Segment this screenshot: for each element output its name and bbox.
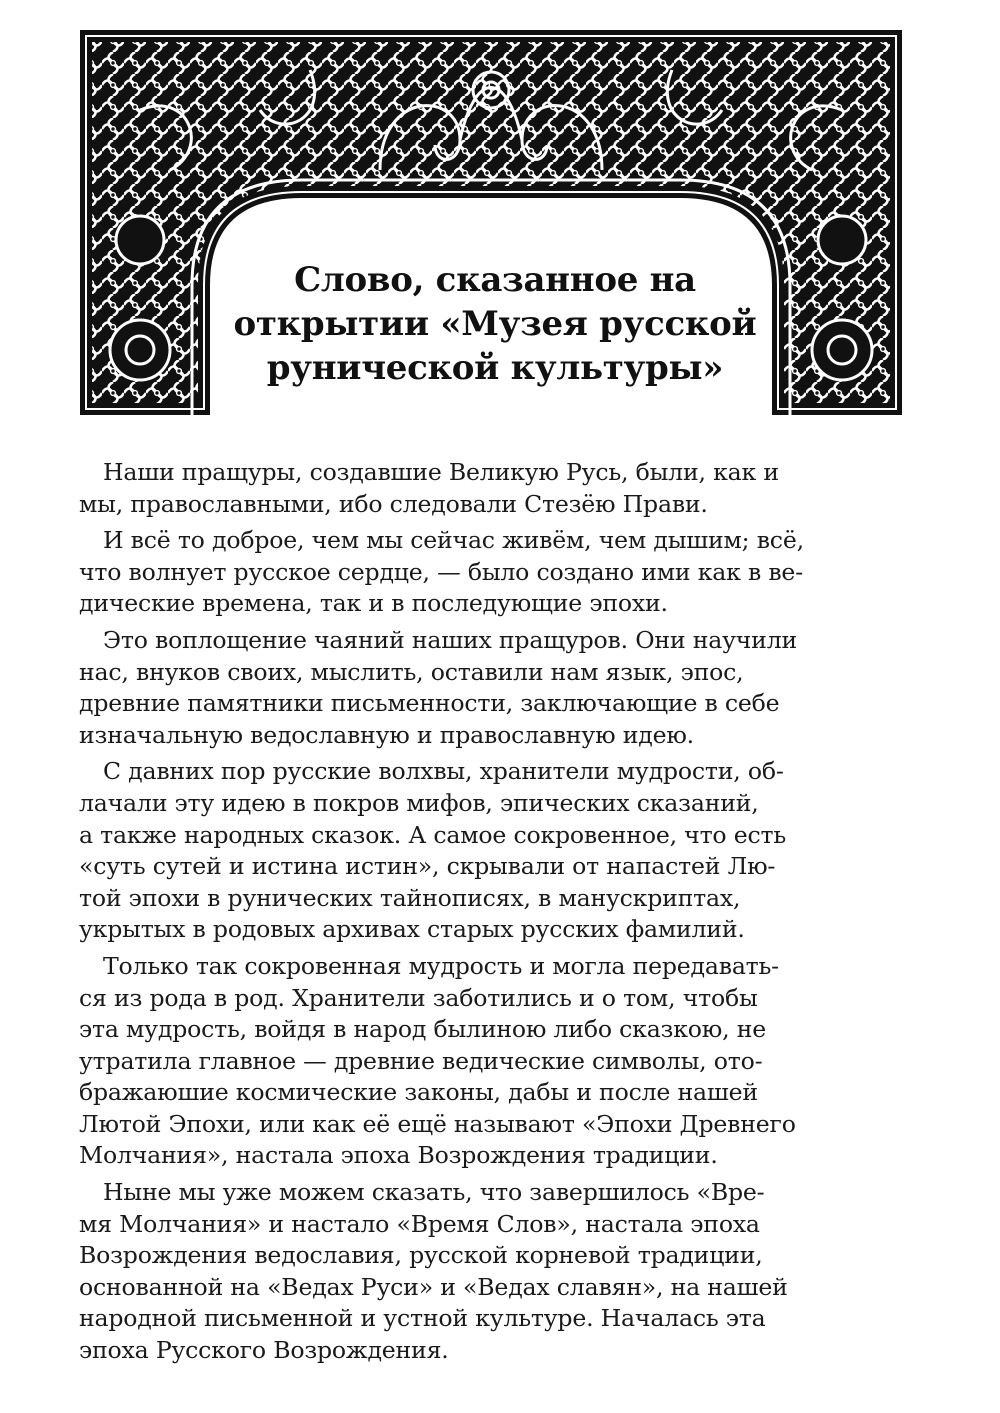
text-line: дические времена, так и в последующие эпохи. xyxy=(79,589,668,618)
text-line: а также народных сказок. А самое сокровенное, что есть xyxy=(79,820,787,849)
text-line: Наши пращуры, создавшие Великую Русь, были, как и xyxy=(103,458,779,486)
text-line: мя Молчания» и настало «Время Слов», настала эпоха xyxy=(79,1209,760,1238)
text-line: народной письменной и устной культуре. Началась эта xyxy=(79,1304,766,1333)
paragraph xyxy=(79,625,891,751)
text-line: изначальную ведославную и православную идею. xyxy=(79,720,694,749)
text-line: древние памятники письменности, заключающие в себе xyxy=(79,689,780,718)
text-line: нас, внуков своих, мыслить, оставили нам язык, эпос, xyxy=(79,657,744,686)
title-line: открытии «Музея русской xyxy=(233,304,757,344)
paragraph xyxy=(79,1177,891,1367)
text-line: Это воплощение чаяний наших пращуров. Они научили xyxy=(103,625,798,654)
text-line: укрытых в родовых архивах старых русских фамилий. xyxy=(79,915,745,944)
title-line: рунической культуры» xyxy=(266,348,724,388)
text-line: Лютой Эпохи, или как её ещё называют «Эпохи Древнего xyxy=(79,1109,796,1138)
title-line: Слово, сказанное на xyxy=(294,260,696,300)
text-line: основанной на «Ведах Руси» и «Ведах славян», на нашей xyxy=(79,1272,788,1301)
paragraph xyxy=(79,457,891,520)
text-line: эта мудрость, войдя в народ былиною либо сказкою, не xyxy=(79,1015,767,1044)
article-body xyxy=(79,457,891,1367)
text-line: мы, православными, ибо следовали Стезёю Прави. xyxy=(79,489,708,518)
page-title xyxy=(215,258,775,390)
text-line: Только так сокровенная мудрость и могла передавать- xyxy=(103,951,779,980)
paragraph xyxy=(79,756,891,946)
text-line: бражаюшие космические законы, дабы и после нашей xyxy=(79,1078,758,1107)
text-line: утратила главное — древние ведические символы, ото- xyxy=(79,1046,763,1075)
text-line: что волнует русское сердце, — было создано ими как в ве- xyxy=(79,557,803,586)
text-line: Возрождения ведославия, русской корневой традиции, xyxy=(79,1241,763,1270)
paragraph xyxy=(79,951,891,1172)
text-line: И всё то доброе, чем мы сейчас живём, чем дышим; всё, xyxy=(103,526,804,555)
text-line: С давних пор русские волхвы, хранители мудрости, об- xyxy=(103,757,784,786)
text-line: ся из рода в род. Хранители заботились и о том, чтобы xyxy=(79,983,758,1012)
text-line: Ныне мы уже можем сказать, что завершилось «Вре- xyxy=(103,1178,765,1207)
text-line: Молчания», настала эпоха Возрождения традиции. xyxy=(79,1141,718,1170)
text-line: эпоха Русского Возрождения. xyxy=(79,1336,449,1365)
text-line: лачали эту идею в покров мифов, эпических сказаний, xyxy=(79,788,759,817)
text-line: «суть сутей и истина истин», скрывали от напастей Лю- xyxy=(79,852,776,881)
text-line: той эпохи в рунических тайнописях, в манускриптах, xyxy=(79,883,741,912)
paragraph xyxy=(79,525,891,620)
